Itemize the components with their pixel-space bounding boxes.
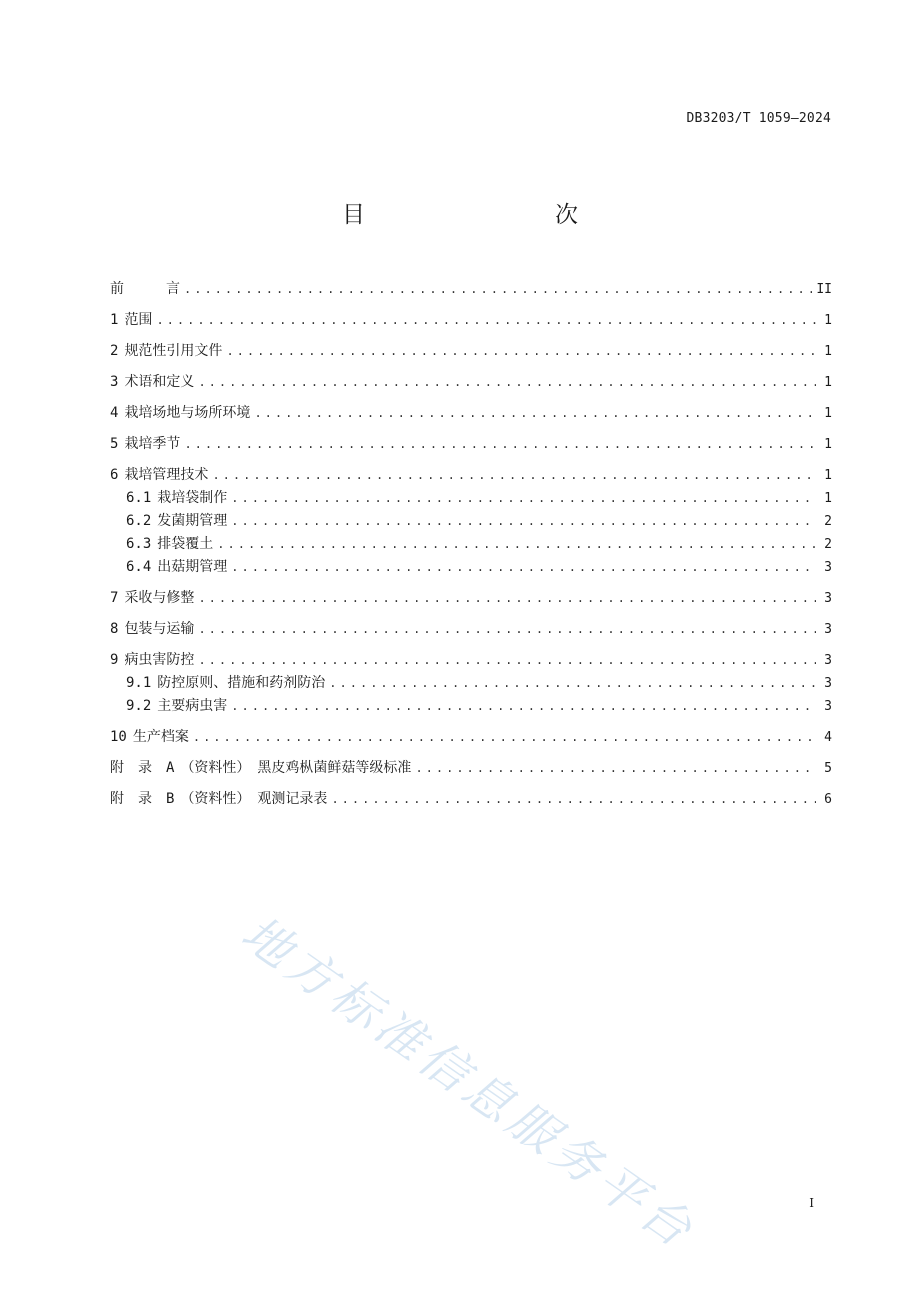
toc-entry[interactable] xyxy=(110,278,832,300)
toc-entry-title: 规范性引用文件 xyxy=(124,343,223,359)
toc-leader-dots xyxy=(184,433,816,455)
toc-leader-dots xyxy=(231,695,816,717)
toc-entry[interactable] xyxy=(126,487,832,509)
toc-entry-page: 1 xyxy=(824,437,832,452)
toc-entry[interactable] xyxy=(110,757,832,779)
toc-entry-page: 1 xyxy=(824,406,832,421)
toc-entry-title: 栽培袋制作 xyxy=(157,490,228,506)
toc-entry-page: 1 xyxy=(824,491,832,506)
toc-entry-page: 1 xyxy=(824,313,832,328)
toc-leader-dots xyxy=(231,510,816,532)
toc-entry-number: 附 录 A xyxy=(110,760,175,776)
toc-leader-dots xyxy=(331,788,816,810)
toc-entry-label xyxy=(110,726,189,748)
toc-entry-number: 8 xyxy=(110,621,119,637)
toc-entry-number: 5 xyxy=(110,436,119,452)
toc-entry[interactable] xyxy=(126,695,832,717)
toc-entry-label xyxy=(110,464,208,486)
toc-entry-number: 4 xyxy=(110,405,119,421)
toc-entry-number: 3 xyxy=(110,374,119,390)
toc-entry-label xyxy=(110,788,327,810)
toc-entry-page: 3 xyxy=(824,699,832,714)
toc-leader-dots xyxy=(254,402,816,424)
toc-entry[interactable] xyxy=(110,433,832,455)
watermark: 地方标准信息服务平台 xyxy=(231,905,706,1261)
toc-leader-dots xyxy=(329,672,816,694)
toc-entry-number: 前 xyxy=(110,281,124,297)
toc-entry[interactable] xyxy=(110,726,832,748)
toc-entry[interactable] xyxy=(126,556,832,578)
toc-entry[interactable] xyxy=(110,402,832,424)
toc-entry-title: 生产档案 xyxy=(132,729,189,745)
toc-entry-page: II xyxy=(816,282,832,297)
toc-entry-label xyxy=(126,510,227,532)
toc-entry[interactable] xyxy=(110,371,832,393)
toc-entry-page: 3 xyxy=(824,591,832,606)
toc-entry-page: 1 xyxy=(824,375,832,390)
toc-entry-label xyxy=(110,587,194,609)
toc-entry-title: 栽培管理技术 xyxy=(124,467,209,483)
toc-entry-title: 排袋覆土 xyxy=(157,536,214,552)
toc-entry[interactable] xyxy=(126,672,832,694)
toc-leader-dots xyxy=(226,340,816,362)
toc-entry-title: 栽培场地与场所环境 xyxy=(124,405,251,421)
toc-leader-dots xyxy=(212,464,816,486)
toc-entry-title: 范围 xyxy=(124,312,153,328)
toc-leader-dots xyxy=(184,278,812,300)
toc-leader-dots xyxy=(156,309,816,331)
toc-entry-label xyxy=(110,340,222,362)
toc-entry-title: （资料性） 黑皮鸡枞菌鲜菇等级标准 xyxy=(180,760,412,776)
toc-entry-label xyxy=(110,402,250,424)
toc-entry-page: 5 xyxy=(824,761,832,776)
toc-entry-label xyxy=(126,533,213,555)
page-number: I xyxy=(809,1196,814,1210)
toc-entry-page: 3 xyxy=(824,622,832,637)
toc-entry-label xyxy=(110,278,180,300)
toc-entry-title: 防控原则、措施和药剂防治 xyxy=(157,675,326,691)
toc-entry-label xyxy=(110,649,194,671)
toc-entry-number: 6.3 xyxy=(126,536,152,552)
toc-entry[interactable] xyxy=(110,587,832,609)
toc-entry-number: 9.2 xyxy=(126,698,152,714)
toc-entry-title: 病虫害防控 xyxy=(124,652,195,668)
toc-entry[interactable] xyxy=(110,618,832,640)
toc-entry-page: 1 xyxy=(824,344,832,359)
toc-entry[interactable] xyxy=(110,464,832,486)
toc-entry-title: 主要病虫害 xyxy=(157,698,228,714)
toc-entry-number: 6 xyxy=(110,467,119,483)
toc-entry-title: 采收与修整 xyxy=(124,590,195,606)
toc-entry-title: 栽培季节 xyxy=(124,436,181,452)
toc-entry-title: 言 xyxy=(166,281,180,297)
toc-entry-number: 6.2 xyxy=(126,513,152,529)
toc-entry-title: 发菌期管理 xyxy=(157,513,228,529)
toc-entry[interactable] xyxy=(126,533,832,555)
toc-entry-number: 7 xyxy=(110,590,119,606)
toc-entry-label xyxy=(126,695,227,717)
toc-entry[interactable] xyxy=(110,788,832,810)
toc-entry-number: 1 xyxy=(110,312,119,328)
toc-entry-number: 10 xyxy=(110,729,127,745)
toc-entry-page: 1 xyxy=(824,468,832,483)
toc-entry[interactable] xyxy=(110,340,832,362)
toc-leader-dots xyxy=(415,757,816,779)
toc-entry-label xyxy=(110,371,194,393)
toc-leader-dots xyxy=(193,726,816,748)
toc-leader-dots xyxy=(231,556,816,578)
toc-entry-number: 2 xyxy=(110,343,119,359)
toc-entry-label xyxy=(126,556,227,578)
toc-entry[interactable] xyxy=(110,309,832,331)
toc-entry-label xyxy=(110,757,411,779)
toc-entry-number: 附 录 B xyxy=(110,791,175,807)
toc-leader-dots xyxy=(198,649,816,671)
toc-entry-page: 6 xyxy=(824,792,832,807)
document-code: DB3203/T 1059—2024 xyxy=(686,111,831,126)
toc-entry-number: 9 xyxy=(110,652,119,668)
toc-entry-title: 术语和定义 xyxy=(124,374,195,390)
toc-entry-number: 6.1 xyxy=(126,490,152,506)
toc-entry-label xyxy=(126,487,227,509)
toc-entry-label xyxy=(110,309,152,331)
toc-leader-dots xyxy=(217,533,816,555)
toc-entry-page: 2 xyxy=(824,537,832,552)
toc-leader-dots xyxy=(198,618,816,640)
toc-entry-page: 3 xyxy=(824,653,832,668)
toc-entry-label xyxy=(126,672,325,694)
toc-entry-label xyxy=(110,618,194,640)
toc-entry-page: 4 xyxy=(824,730,832,745)
toc-entry-page: 3 xyxy=(824,676,832,691)
toc-entry[interactable] xyxy=(126,510,832,532)
page-title: 目 次 xyxy=(342,202,626,228)
toc-entry-title: 出菇期管理 xyxy=(157,559,228,575)
toc-leader-dots xyxy=(198,587,816,609)
toc-entry-page: 2 xyxy=(824,514,832,529)
toc-entry-label xyxy=(110,433,180,455)
toc-entry-number: 6.4 xyxy=(126,559,152,575)
toc-entry-page: 3 xyxy=(824,560,832,575)
toc-entry[interactable] xyxy=(110,649,832,671)
toc-entry-title: （资料性） 观测记录表 xyxy=(180,791,328,807)
toc-leader-dots xyxy=(231,487,816,509)
toc-entry-number: 9.1 xyxy=(126,675,152,691)
toc-leader-dots xyxy=(198,371,816,393)
toc-entry-title: 包装与运输 xyxy=(124,621,195,637)
